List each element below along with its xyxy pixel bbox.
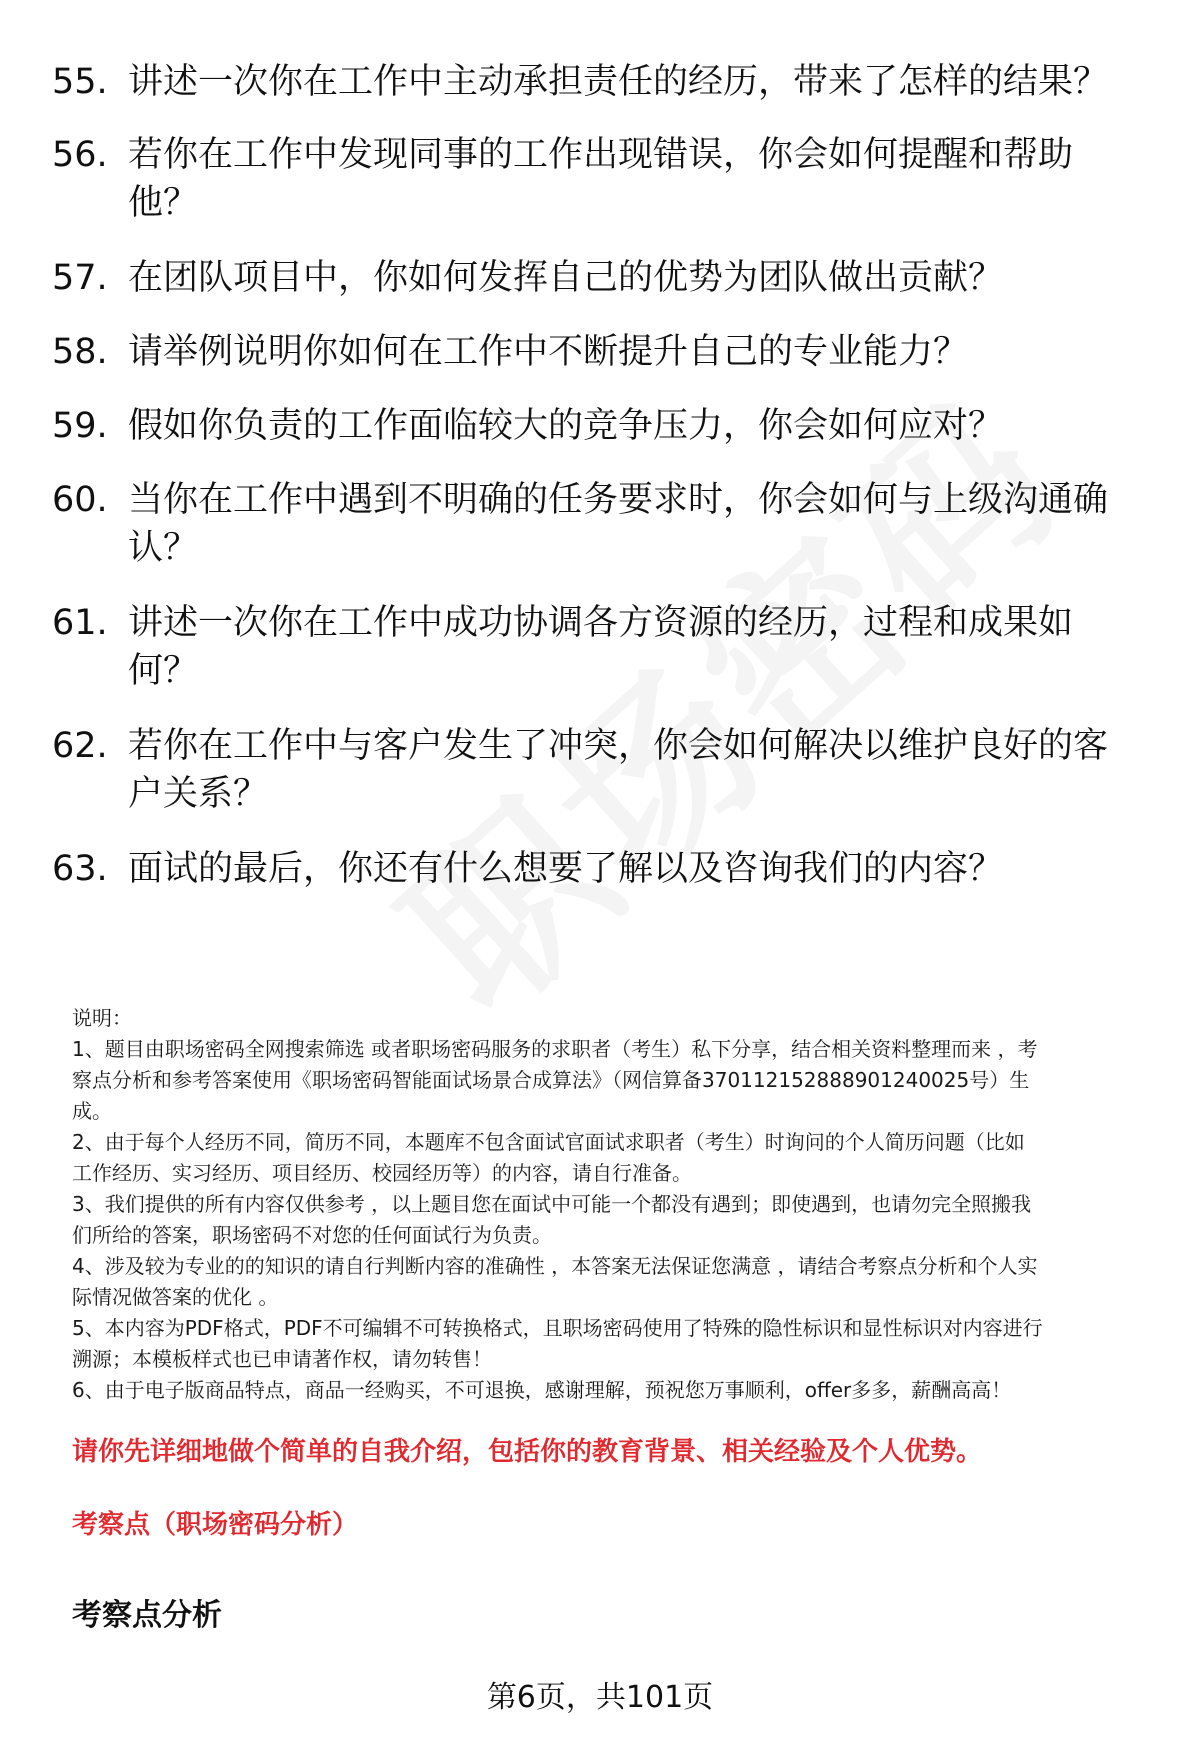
question-text xyxy=(128,402,1162,450)
question-text xyxy=(128,599,1162,695)
question-number: 61. xyxy=(52,603,108,643)
question-item xyxy=(52,845,1162,893)
notes-title: 说明： xyxy=(72,1006,132,1030)
question-item xyxy=(52,58,1162,106)
question-text xyxy=(128,845,1162,893)
note-line: 4、涉及较为专业的的知识的请自行判断内容的准确性 ，本答案无法保证您满意 ，请结合考察点分析和个人实 xyxy=(72,1254,1038,1278)
question-number: 63. xyxy=(52,849,108,889)
question-line: 何？ xyxy=(128,651,199,691)
question-item xyxy=(52,254,1162,302)
page-footer: 第6页，共101页 xyxy=(486,1680,714,1715)
highlight-subheading: 考察点（职场密码分析） xyxy=(72,1510,359,1540)
question-text xyxy=(128,254,1162,302)
question-item xyxy=(52,722,1162,818)
question-text xyxy=(128,722,1162,818)
question-line: 假如你负责的工作面临较大的竞争压力，你会如何应对？ xyxy=(128,406,1004,446)
question-line: 讲述一次你在工作中主动承担责任的经历，带来了怎样的结果？ xyxy=(128,62,1109,102)
question-item xyxy=(52,328,1162,376)
question-line: 讲述一次你在工作中成功协调各方资源的经历，过程和成果如 xyxy=(128,603,1074,643)
question-number: 56. xyxy=(52,135,108,175)
question-number: 60. xyxy=(52,480,108,520)
question-item xyxy=(52,402,1162,450)
question-item xyxy=(52,131,1162,227)
note-line: 6、由于电子版商品特点，商品一经购买，不可退换，感谢理解，预祝您万事顺利，offer多多，薪酬高高！ xyxy=(72,1378,1012,1402)
question-text xyxy=(128,58,1162,106)
note-line: 1、题目由职场密码全网搜索筛选 或者职场密码服务的求职者（考生）私下分享，结合相关资料整理而来 ，考 xyxy=(72,1037,1038,1061)
question-line: 他？ xyxy=(128,183,199,223)
note-line: 3、我们提供的所有内容仅供参考 ，以上题目您在面试中可能一个都没有遇到；即使遇到，也请勿完全照搬我 xyxy=(72,1192,1032,1216)
question-number: 59. xyxy=(52,406,108,446)
question-line: 若你在工作中与客户发生了冲突，你会如何解决以维护良好的客 xyxy=(128,726,1109,766)
question-item xyxy=(52,476,1162,572)
note-line: 际情况做答案的优化 。 xyxy=(72,1285,279,1309)
question-list xyxy=(52,58,1162,893)
question-line: 若你在工作中发现同事的工作出现错误，你会如何提醒和帮助 xyxy=(128,135,1074,175)
question-text xyxy=(128,328,1162,376)
question-line: 在团队项目中，你如何发挥自己的优势为团队做出贡献？ xyxy=(128,258,1004,298)
highlight-question: 请你先详细地做个简单的自我介绍，包括你的教育背景、相关经验及个人优势。 xyxy=(72,1437,983,1467)
question-number: 62. xyxy=(52,726,108,766)
note-line: 们所给的答案，职场密码不对您的任何面试行为负责。 xyxy=(72,1223,552,1247)
question-line: 面试的最后，你还有什么想要了解以及咨询我们的内容？ xyxy=(128,849,1004,889)
question-line: 户关系？ xyxy=(128,774,269,814)
section-heading: 考察点分析 xyxy=(72,1598,222,1633)
note-line: 2、由于每个人经历不同，简历不同，本题库不包含面试官面试求职者（考生）时询问的个人简历问题（比如 xyxy=(72,1130,1025,1154)
question-number: 57. xyxy=(52,258,108,298)
question-line: 当你在工作中遇到不明确的任务要求时，你会如何与上级沟通确 xyxy=(128,480,1109,520)
note-line: 5、本内容为PDF格式，PDF不可编辑不可转换格式，且职场密码使用了特殊的隐性标识和显性标识对内容进行 xyxy=(72,1316,1043,1340)
question-line: 请举例说明你如何在工作中不断提升自己的专业能力？ xyxy=(128,332,969,372)
question-item xyxy=(52,599,1162,695)
note-line: 察点分析和参考答案使用《职场密码智能面试场景合成算法》（网信算备370112152888901240025号）生 xyxy=(72,1068,1030,1092)
question-number: 55. xyxy=(52,62,108,102)
note-line: 成。 xyxy=(72,1099,112,1123)
note-line: 工作经历、实习经历、项目经历、校园经历等）的内容，请自行准备。 xyxy=(72,1161,692,1185)
notes-section xyxy=(72,1003,1162,1406)
question-text xyxy=(128,131,1162,227)
question-number: 58. xyxy=(52,332,108,372)
question-line: 认？ xyxy=(128,528,199,568)
note-line: 溯源；本模板样式也已申请著作权，请勿转售！ xyxy=(72,1347,492,1371)
question-text xyxy=(128,476,1162,572)
